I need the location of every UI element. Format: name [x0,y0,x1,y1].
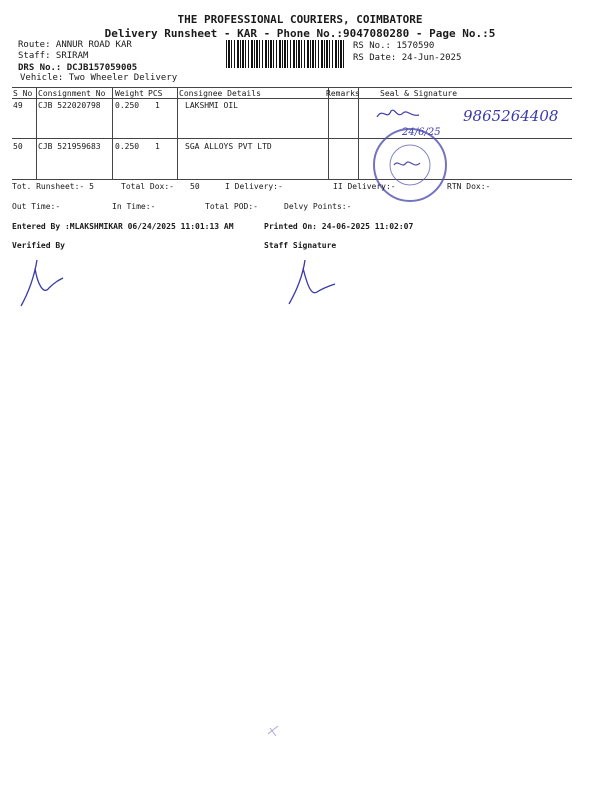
total-runsheet: Tot. Runsheet:- 5 [12,182,94,191]
total-pod-label: Total POD:- [205,202,258,211]
table-row-sno: 50 [13,142,23,151]
runsheet-subtitle: Delivery Runsheet - KAR - Phone No.:9047080280 - Page No.:5 [104,27,496,40]
rs-number: RS No.: 1570590 [353,41,435,51]
staff-signature-label: Staff Signature [264,241,337,250]
total-dox-label: Total Dox:- [121,182,174,191]
ii-delivery-label: II Delivery:- [333,182,396,191]
table-row-pcs: 1 [155,101,160,110]
table-row-pcs: 1 [155,142,160,151]
route-label: Route: ANNUR ROAD KAR [18,40,132,50]
col-sno: S No [13,89,33,98]
col-pcs: PCS [148,89,163,98]
out-time-label: Out Time:- [12,202,61,211]
table-row-weight: 0.250 [115,101,140,110]
verifier-signature [15,258,75,308]
handwritten-phone: 9865264408 [463,107,559,125]
staff-signature [285,258,345,308]
company-title: THE PROFESSIONAL COURIERS, COIMBATORE [177,13,423,26]
entered-by: Entered By :MLAKSHMIKAR 06/24/2025 11:01:13 AM [12,222,234,231]
table-row-consignee: SGA ALLOYS PVT LTD [185,142,272,151]
handwritten-date: 24/6/25 [402,127,441,138]
staff-label: Staff: SRIRAM [18,51,89,61]
i-delivery-label: I Delivery:- [225,182,283,191]
col-seal: Seal & Signature [380,89,458,98]
table-row-sno: 49 [13,101,23,110]
rs-date: RS Date: 24-Jun-2025 [353,53,462,63]
col-consignment: Consignment No [38,89,106,98]
faint-mark [266,724,280,738]
in-time-label: In Time:- [112,202,156,211]
drs-number: DRS No.: DCJB157059005 [18,63,138,73]
total-dox-value: 50 [190,182,200,191]
delvy-points-label: Delvy Points:- [284,202,352,211]
table-row-consignment: CJB 522020798 [38,101,101,110]
table-row-weight: 0.250 [115,142,140,151]
verified-by-label: Verified By [12,241,65,250]
rtn-dox-label: RTN Dox:- [447,182,491,191]
col-consignee: Consignee Details [179,89,261,98]
col-weight: Weight [115,89,144,98]
table-row-consignee: LAKSHMI OIL [185,101,238,110]
barcode-image [226,40,346,68]
table-row-consignment: CJB 521959683 [38,142,101,151]
col-remarks: Remarks [326,89,360,98]
company-stamp [370,125,450,205]
printed-on: Printed On: 24-06-2025 11:02:07 [264,222,414,231]
vehicle-label: Vehicle: Two Wheeler Delivery [20,73,178,83]
initial-signature [375,105,425,125]
